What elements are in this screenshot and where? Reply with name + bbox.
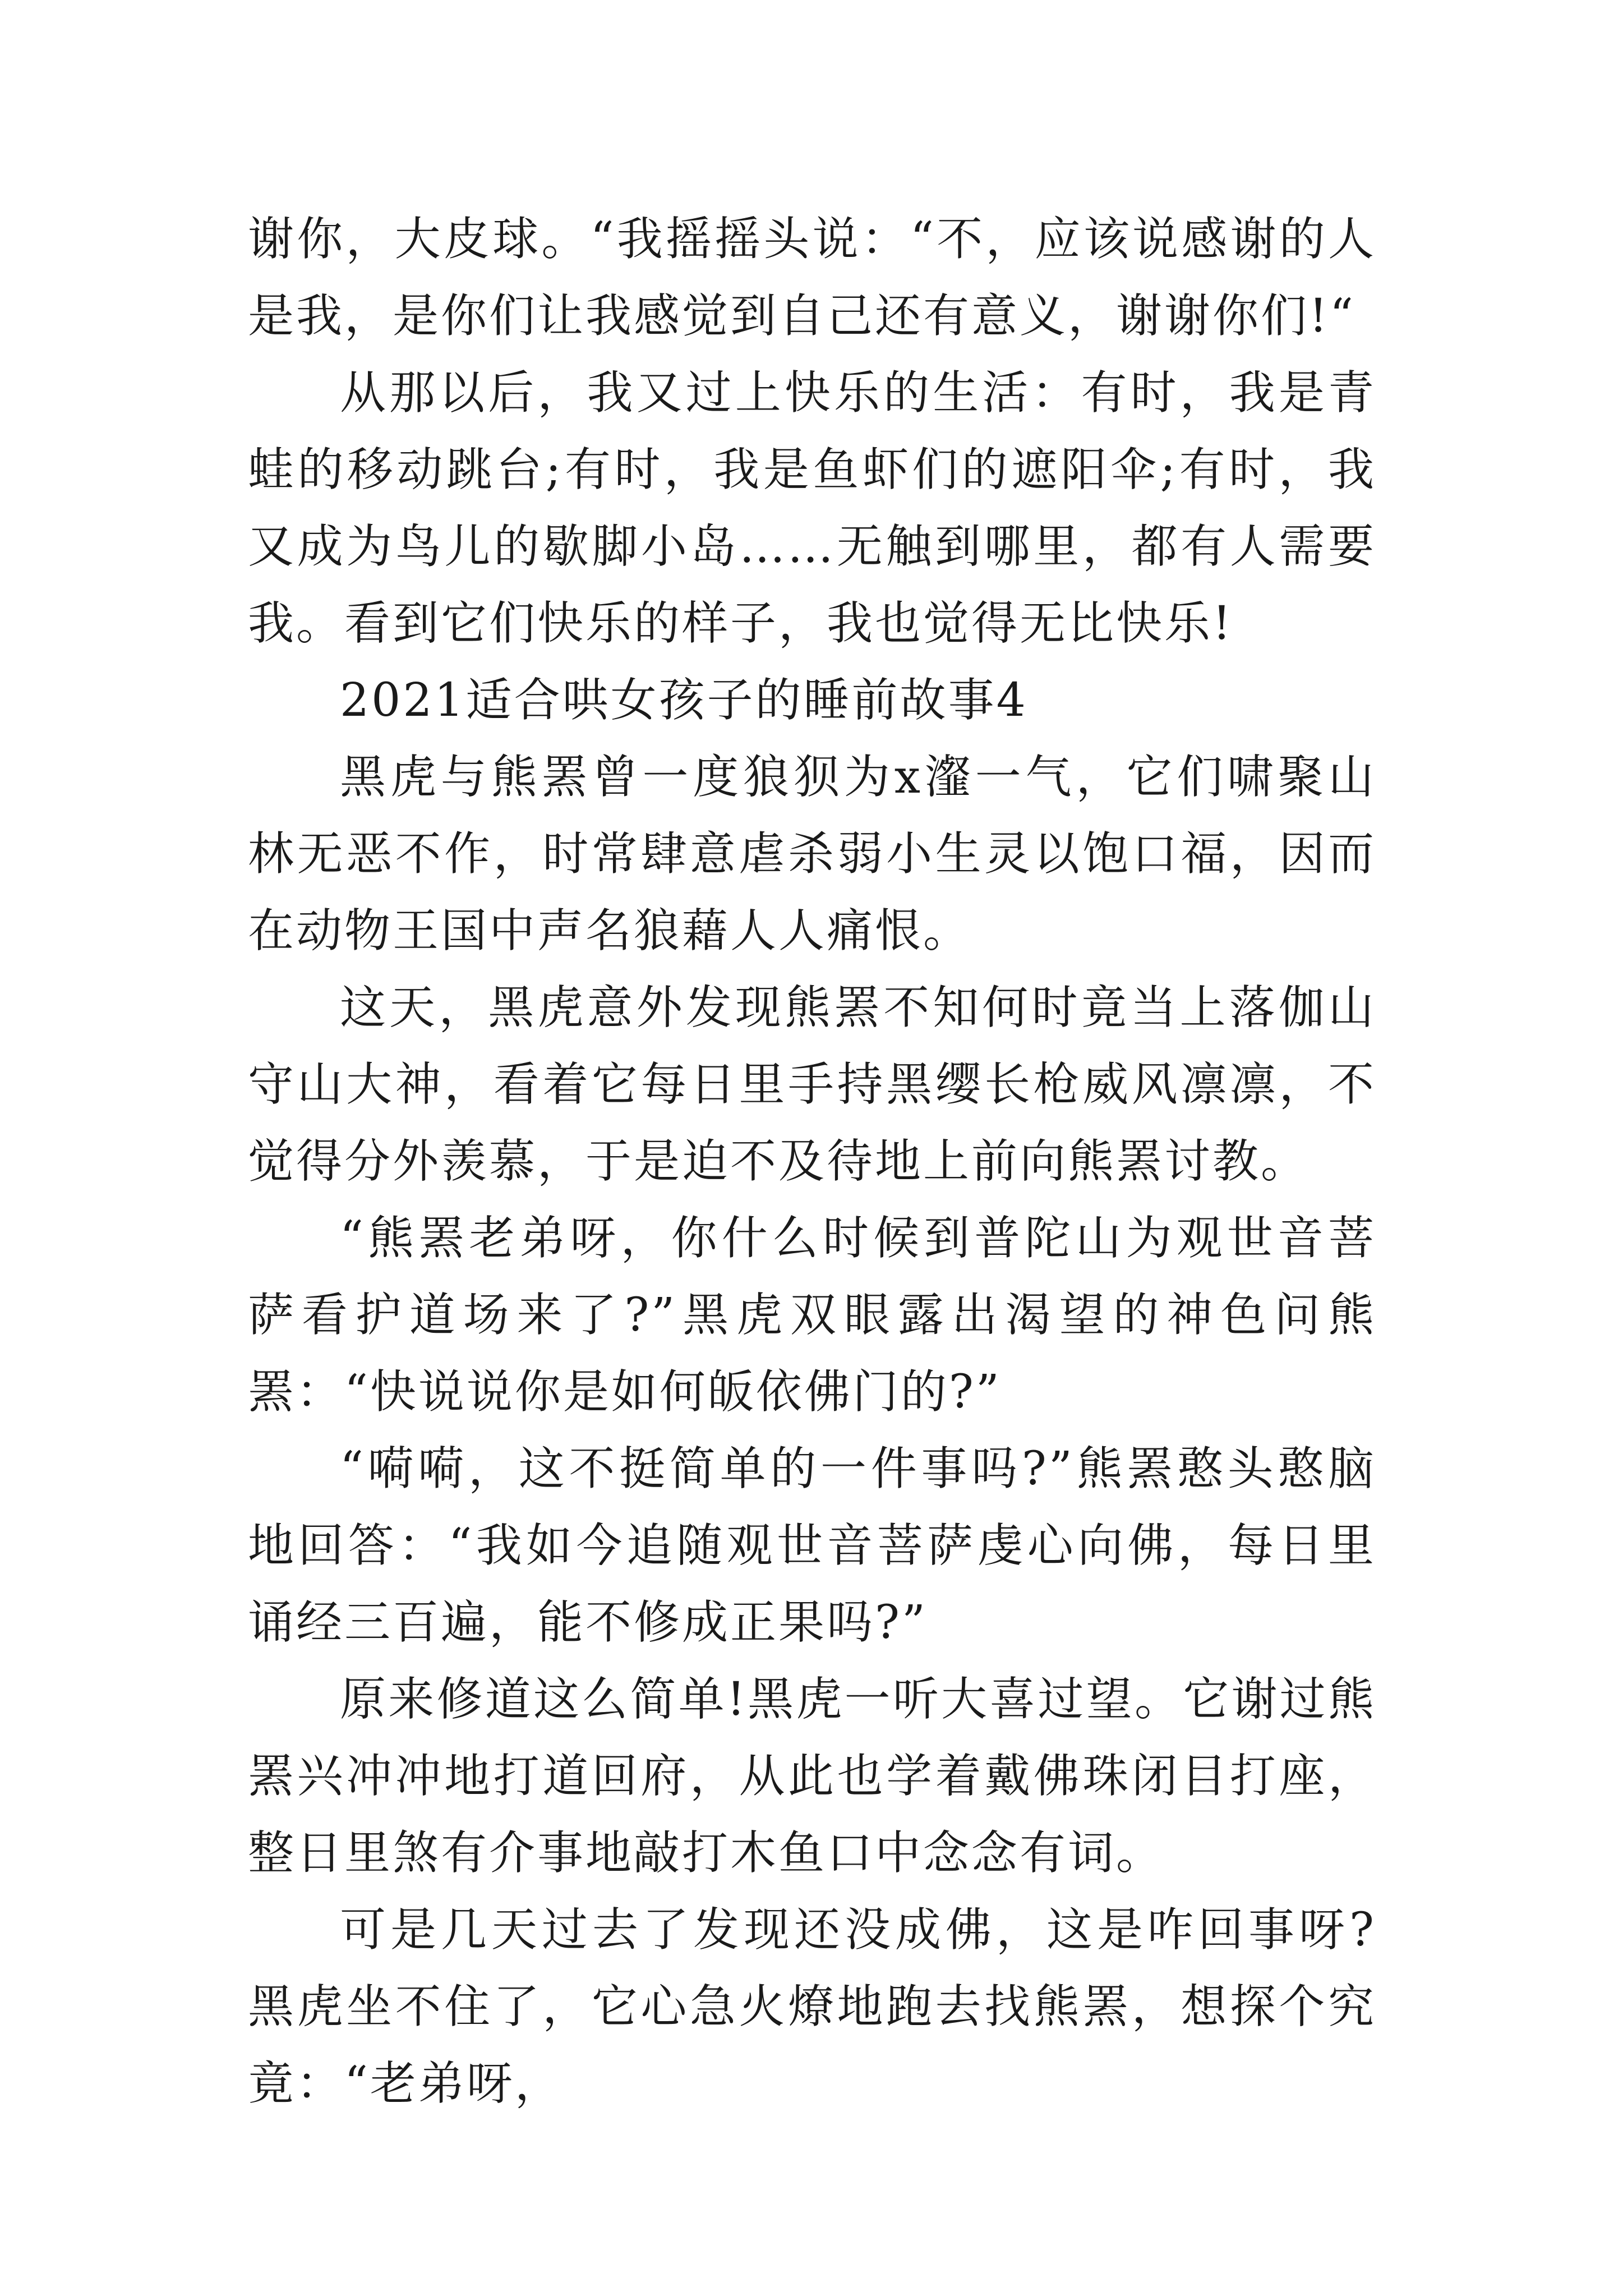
paragraph: “熊罴老弟呀，你什么时候到普陀山为观世音菩萨看护道场来了?”黑虎双眼露出渴望的神色问熊罴：“快说说你是如何皈依佛门的?” bbox=[248, 1212, 1376, 1419]
section-title: 2021适合哄女孩子的睡前故事4 bbox=[340, 674, 1028, 727]
document-body bbox=[248, 201, 1376, 2122]
paragraph: 黑虎与熊罴曾一度狼狈为x瀣一气，它们啸聚山林无恶不作，时常肆意虐杀弱小生灵以饱口福，因而在动物王国中声名狼藉人人痛恨。 bbox=[248, 751, 1376, 958]
paragraph: 原来修道这么简单!黑虎一听大喜过望。它谢过熊罴兴冲冲地打道回府，从此也学着戴佛珠闭目打座，整日里煞有介事地敲打木鱼口中念念有词。 bbox=[248, 1673, 1376, 1880]
paragraph: “嗬嗬，这不挺简单的一件事吗?”熊罴憨头憨脑地回答：“我如今追随观世音菩萨虔心向佛，每日里诵经三百遍，能不修成正果吗?” bbox=[248, 1442, 1376, 1649]
paragraph: 可是几天过去了发现还没成佛，这是咋回事呀?黑虎坐不住了，它心急火燎地跑去找熊罴，想探个究竟：“老弟呀， bbox=[248, 1903, 1376, 2110]
paragraph: 这天，黑虎意外发现熊罴不知何时竟当上落伽山守山大神，看着它每日里手持黑缨长枪威风凛凛，不觉得分外羡慕，于是迫不及待地上前向熊罴讨教。 bbox=[248, 981, 1376, 1188]
paragraph: 从那以后，我又过上快乐的生活：有时，我是青蛙的移动跳台;有时，我是鱼虾们的遮阳伞;有时，我又成为鸟儿的歇脚小岛……无触到哪里，都有人需要我。看到它们快乐的样子，我也觉得无比快乐! bbox=[248, 366, 1376, 650]
paragraph-continued: 谢你，大皮球。“我摇摇头说：“不，应该说感谢的人是我，是你们让我感觉到自己还有意义，谢谢你们!“ bbox=[248, 213, 1376, 343]
